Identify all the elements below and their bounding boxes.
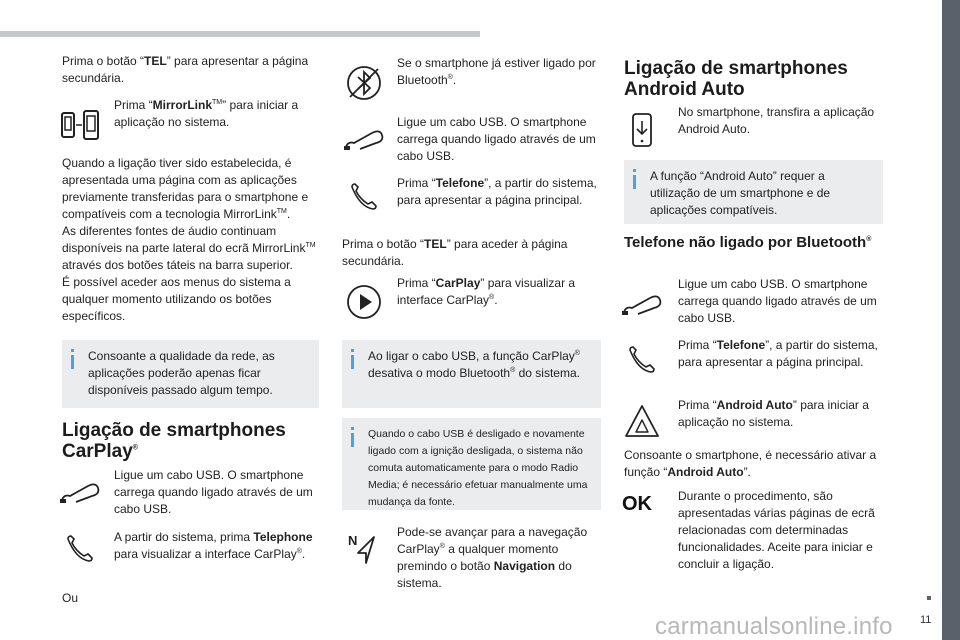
ok-icon: OK xyxy=(622,493,652,515)
svg-text:N: N xyxy=(348,533,358,548)
page-number: 11 xyxy=(920,614,932,626)
android-activate-text: Consoante o smartphone, é necessário ativar a função “Android Auto”. xyxy=(624,448,877,479)
carplay-interface-text: Prima “CarPlay” para visualizar a interface CarPlay®. xyxy=(397,276,576,307)
phone-handset-icon xyxy=(620,338,664,382)
watermark: carmanualsonline.info xyxy=(655,613,893,640)
smartphone-download-icon xyxy=(620,108,664,152)
carplay-bluetooth-note-text: Ao ligar o cabo USB, a função CarPlay® desativa o modo Bluetooth® do sistema. xyxy=(368,349,580,380)
info-icon xyxy=(71,349,74,352)
info-icon xyxy=(351,427,354,430)
mirrorlink-text: Prima “MirrorLink™” para iniciar a aplicação no sistema. xyxy=(114,98,299,129)
navigation-icon xyxy=(342,527,386,571)
network-note xyxy=(62,340,319,408)
usb-cable-icon xyxy=(620,282,664,326)
bluetooth-icon xyxy=(342,61,386,105)
col3-telefone-text: Prima “Telefone”, a partir do sistema, para apresentar a página principal. xyxy=(678,338,878,369)
android-auto-start-text: Prima “Android Auto” para iniciar a aplicação no sistema. xyxy=(678,398,869,429)
carplay-telephone-text: A partir do sistema, prima Telephone para visualizar a interface CarPlay®. xyxy=(114,530,313,561)
android-transfer-text: No smartphone, transfira a aplicação Android Auto. xyxy=(678,105,875,136)
page-edge-tab xyxy=(942,0,960,640)
android-auto-icon xyxy=(620,400,664,444)
network-note-text: Consoante a qualidade da rede, as aplicações poderão apenas ficar disponíveis passado algum tempo. xyxy=(88,349,275,397)
col2-tel-secondary-text: Prima o botão “TEL” para aceder à página secundária. xyxy=(342,237,568,268)
phone-handset-icon xyxy=(342,175,386,219)
section-marker xyxy=(927,596,931,600)
usb-cable-icon xyxy=(342,117,386,161)
carplay-navigation-text: Pode-se avançar para a navegação CarPlay® a qualquer momento premindo o botão Navigation do sistema. xyxy=(397,525,588,590)
audio-sources-text: As diferentes fontes de áudio continuam disponíveis na parte lateral do ecrã MirrorLink™ através dos botões táteis na barra superior. É possível aceder aos menus do sistema a qualquer momento utilizando os botões específicos. xyxy=(62,224,316,323)
usb-reconnect-note xyxy=(342,418,601,510)
carplay-bluetooth-note xyxy=(342,340,601,408)
col3-usb-text: Ligue um cabo USB. O smartphone carrega quando ligado através de um cabo USB. xyxy=(678,277,877,325)
phone-handset-icon xyxy=(58,527,102,571)
phone-not-connected-heading: Telefone não ligado por Bluetooth® xyxy=(624,234,872,251)
tel-secondary-text: Prima o botão “TEL” para apresentar a página secundária. xyxy=(62,54,309,85)
carplay-usb-text: Ligue um cabo USB. O smartphone carrega quando ligado através de um cabo USB. xyxy=(114,468,313,516)
procedure-text: Durante o procedimento, são apresentadas várias páginas de ecrã relacionadas com determinadas funcionalidades. Aceite para iniciar e concluir a ligação. xyxy=(678,489,875,571)
carplay-heading: Ligação de smartphones CarPlay® xyxy=(62,420,286,462)
android-auto-heading: Ligação de smartphones Android Auto xyxy=(624,58,848,100)
connection-established-text: Quando a ligação tiver sido estabelecida, é apresentada uma página com as aplicações previamente transferidas para o smartphone e compatíveis com a tecnologia MirrorLink™. xyxy=(62,156,309,221)
col2-telefone-text: Prima “Telefone”, a partir do sistema, para apresentar a página principal. xyxy=(397,176,597,207)
or-text: Ou xyxy=(62,591,79,605)
carplay-play-icon xyxy=(342,280,386,324)
android-requirement-note xyxy=(624,160,883,224)
mirrorlink-icon xyxy=(58,103,102,147)
bluetooth-text: Se o smartphone já estiver ligado por Bluetooth®. xyxy=(397,56,596,87)
info-icon xyxy=(351,349,354,352)
usb-reconnect-note-text: Quando o cabo USB é desligado e novamente ligado com a ignição desligada, o sistema não comuta automaticamente para o modo Radio Media; é necessário efetuar manualmente uma mudança da fonte. xyxy=(368,428,588,508)
top-rule xyxy=(0,31,480,37)
info-icon xyxy=(633,169,636,172)
android-requirement-note-text: A função “Android Auto” requer a utilização de um smartphone e de aplicações compatíveis. xyxy=(650,169,831,217)
usb-cable-icon xyxy=(58,470,102,514)
col2-usb-text: Ligue um cabo USB. O smartphone carrega quando ligado através de um cabo USB. xyxy=(397,115,596,163)
